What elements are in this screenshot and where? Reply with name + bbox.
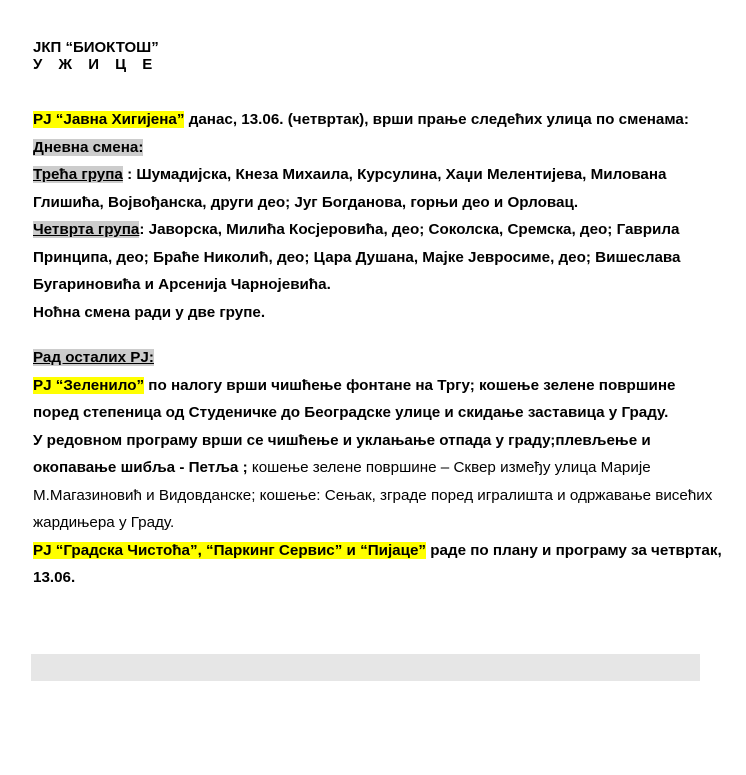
night-shift-text: Ноћна смена ради у две групе.: [33, 303, 266, 321]
regular-program-bold: У редовном програму врши се чишћење и уклањање отпада у граду;плевљење и окопавање шибља - Петља ;: [33, 431, 651, 476]
other-units-heading: [33, 344, 723, 372]
group3-paragraph: [33, 161, 723, 216]
document-body: [33, 106, 723, 592]
regular-program-paragraph: [33, 427, 723, 537]
section-gap: [33, 326, 723, 344]
unit-highlight-hygiene: РЈ “Јавна Хигијена”: [33, 111, 185, 128]
other-units-title: Рад осталих РЈ:: [33, 349, 154, 366]
other-units-paragraph: [33, 537, 723, 592]
group3-text: : Шумадијска, Кнеза Михаила, Курсулина, Хаџи Мелентијева, Милована Глишића, Војвођанска, други део; Југ Богданова, горњи део и Орловац.: [33, 166, 667, 211]
day-shift-title: Дневна смена:: [33, 138, 144, 156]
group4-paragraph: [33, 216, 723, 299]
day-shift-heading: [33, 134, 723, 162]
intro-text: данас, 13.06. (четвртак), врши прање следећих улица по сменама:: [184, 111, 689, 128]
city-name: У Ж И Ц Е: [33, 56, 159, 73]
document-header: [33, 39, 159, 73]
regular-program-normal: кошење зелене површине – Сквер између улица Марије М.Магазиновић и Видовданске; кошење: Сењак, зграде поред игралишта и одржавање висећих жардињера у Граду.: [33, 459, 713, 531]
group4-label: Четврта група: [33, 221, 140, 238]
group4-text: : Јаворска, Милића Косјеровића, део; Соколска, Сремска, део; Гаврила Принципа, део; Браће Николић, део; Цара Душана, Мајке Јевросиме, део; Вишеслава Бугариновића и Арсенија Чарнојевића.: [33, 221, 681, 293]
green-unit-text: по налогу врши чишћење фонтане на Тргу; кошење зелене површине поред степеница од Студеничке до Београдске улице и скидање заставица у Граду.: [33, 376, 676, 421]
footer-gray-bar: [31, 654, 700, 681]
unit-highlight-green: РЈ “Зеленило”: [33, 376, 145, 394]
green-unit-paragraph: [33, 372, 723, 427]
organization-name: ЈКП “БИОКТОШ”: [33, 39, 159, 56]
unit-highlight-others: РЈ “Градска Чистоћа”, “Паркинг Сервис” и “Пијаце”: [33, 541, 426, 559]
intro-paragraph: [33, 106, 723, 134]
group3-label: Трећа група: [33, 166, 123, 183]
other-units-text: раде по плану и програму за четвртак, 13.06.: [33, 541, 722, 586]
